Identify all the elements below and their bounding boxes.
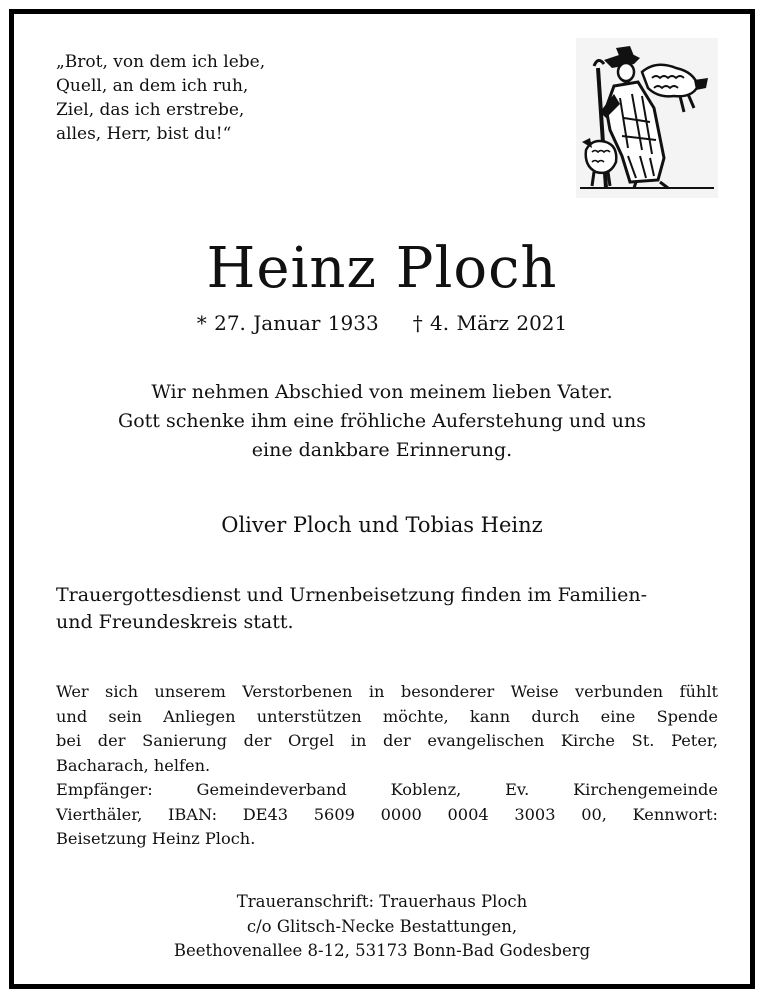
verse-line: Ziel, das ich erstrebe,: [56, 100, 245, 120]
farewell-line: eine dankbare Erinnerung.: [251, 439, 513, 461]
verse-quote: [56, 50, 265, 146]
farewell-text: [14, 378, 750, 465]
mourning-address: [14, 890, 750, 964]
farewell-line: Wir nehmen Abschied von meinem lieben Vater.: [151, 381, 613, 403]
donation-line: Vierthäler, IBAN: DE43 5609 0000 0004 3003 00, Kennwort:: [56, 804, 718, 824]
service-line: Trauergottesdienst und Urnenbeisetzung finden im Familien-: [56, 584, 648, 606]
donation-line: Beisetzung Heinz Ploch.: [56, 829, 256, 848]
donation-line: Bacharach, helfen.: [56, 755, 211, 775]
service-notice: [56, 582, 714, 636]
verse-line: „Brot, von dem ich lebe,: [56, 52, 266, 72]
shepherd-woodcut-icon: [576, 38, 718, 198]
donation-line: Empfänger: Gemeindeverband Koblenz, Ev. Kirchengemeinde: [56, 780, 718, 799]
address-line: c/o Glitsch-Necke Bestattungen,: [246, 916, 518, 936]
obituary-content: [14, 14, 750, 984]
address-line: Beethovenallee 8-12, 53173 Bonn-Bad Godesberg: [173, 941, 591, 960]
donation-notice: [56, 680, 718, 852]
donation-line: Wer sich unserem Verstorbenen in besonderer Weise verbunden fühlt: [56, 682, 718, 701]
obituary-frame: [9, 9, 755, 989]
deceased-name: Heinz Ploch: [206, 236, 558, 301]
verse-line: alles, Herr, bist du!“: [56, 124, 232, 144]
mourners-names: Oliver Ploch und Tobias Heinz: [221, 513, 543, 537]
verse-line: Quell, an dem ich ruh,: [56, 76, 249, 96]
donation-line: und sein Anliegen unterstützen möchte, kann durch eine Spende: [56, 706, 718, 726]
birth-date: * 27. Januar 1933: [196, 311, 379, 335]
service-line: und Freundeskreis statt.: [56, 611, 294, 633]
farewell-line: Gott schenke ihm eine fröhliche Auferstehung und uns: [118, 410, 646, 432]
death-date: † 4. März 2021: [412, 311, 568, 335]
address-line: Traueranschrift: Trauerhaus Ploch: [236, 892, 528, 911]
life-dates: [14, 310, 750, 336]
donation-line: bei der Sanierung der Orgel in der evangelischen Kirche St. Peter,: [56, 731, 718, 750]
